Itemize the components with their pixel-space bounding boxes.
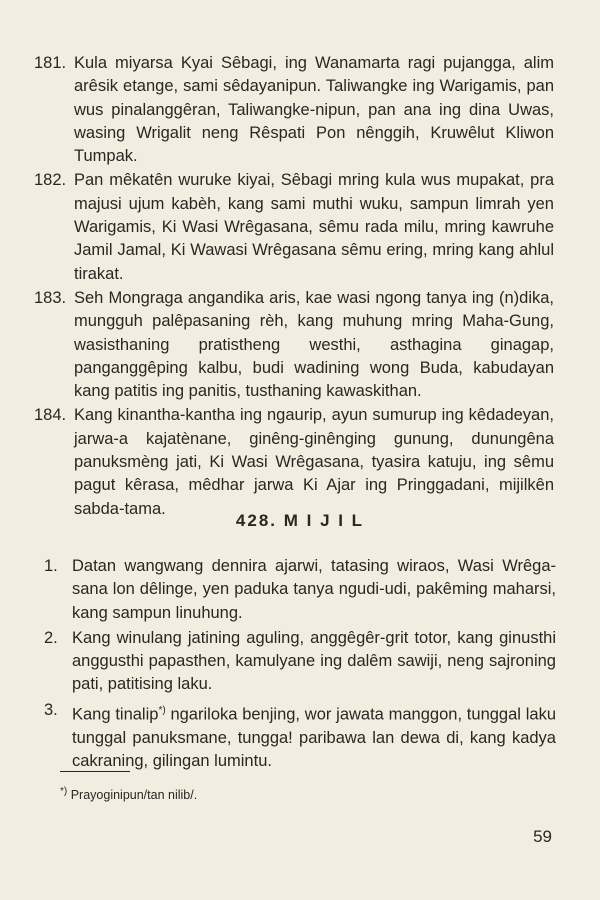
footnote-divider [60,771,130,772]
verse-text-before: Kang tinalip [72,705,159,724]
verse-list-a [34,52,554,522]
mijil-verse-1 [44,555,556,625]
verse-number: 3. [44,700,58,719]
verse-number: 183. [34,288,67,307]
verse-number: 181. [34,54,67,72]
verse-text-after: ngariloka benjing, wor jawata manggon, tunggal laku tunggal panuksmane, tungga! paribawa lan dewa di, kang kadya cakraning, gilingan lumintu. [72,705,556,770]
verse-number: 184. [34,406,67,425]
verse-text: Seh Mongraga angandika aris, kae wasi ngong tanya ing (n)dika, mungguh palêpasaning rèh, kang muhung mring Maha-Gung, wasisthaning pratistheng westhi, asthagina ginagap, panganggêping kalbu, budi wadining wong Buda, kabudayan kang patitis ing panitis, tusthaning kawaskithan. [74,288,554,401]
verse-list-b [44,555,556,775]
section-heading: 428. M I J I L [235,511,365,530]
page-number: 59 [533,827,552,846]
verse-text: Kang kinantha-kantha ing ngaurip, ayun sumurup ing kêdadeyan, jarwa-a kajatènane, ginêng-ginênging gunung, dunungêna panuksmèng jati, Ki Wasi Wrêgasana, tyasira katuju, ing sêmu pagut kêrasa, mêdhar jarwa Ki Ajar ing Pringgadani, mijilkên sabda-tama. [74,406,554,518]
footnote-text: Prayoginipun/tan nilib/. [67,788,198,803]
footnote-marker: *) [60,786,68,797]
verse-text: Kula miyarsa Kyai Sêbagi, ing Wanamarta ragi pujangga, alim arêsik etange, sami sêdayanipun. Taliwangke ing Warigamis, pan wus pinalanggêran, Taliwangke-nipun, pan ana ing dina Uwas, wasing Wrigalit neng Rêspati Pon nênggih, Kruwêlut Kliwon Tumpak. [74,54,554,166]
verse-number: 182. [34,171,67,190]
verse-183 [34,287,554,403]
mijil-verse-2 [44,627,556,697]
verse-182 [34,169,554,285]
verse-text: Pan mêkatên wuruke kiyai, Sêbagi mring kula wus mupakat, pra majusi ujum kabèh, kang sami muthi wuku, sampun limrah yen Warigamis, Ki Wasi Wrêgasana, sêmu rada milu, mring kawruhe Jamil Jamal, Ki Wawasi Wrêgasana sêmu ering, mring kang ahlul tirakat. [74,171,554,283]
verse-text: Kang winulang jatining aguling, anggêgêr-grit totor, kang ginusthi anggusthi papasthen, kamulyane ing dalêm sawiji, neng sajroning pati, patitising laku. [72,628,556,694]
verse-number: 2. [44,628,58,647]
mijil-verse-3 [44,699,556,773]
verse-number: 1. [44,557,58,575]
verse-181 [34,52,554,168]
footnote [60,784,460,803]
footnote-marker: *) [158,704,166,716]
verse-184 [34,404,554,520]
verse-text: Datan wangwang dennira ajarwi, tatasing wiraos, Wasi Wrêga-sana lon dêlinge, yen paduka tanya ngudi-udi, pakêming maharsi, kang sampun linuhung. [72,557,556,622]
